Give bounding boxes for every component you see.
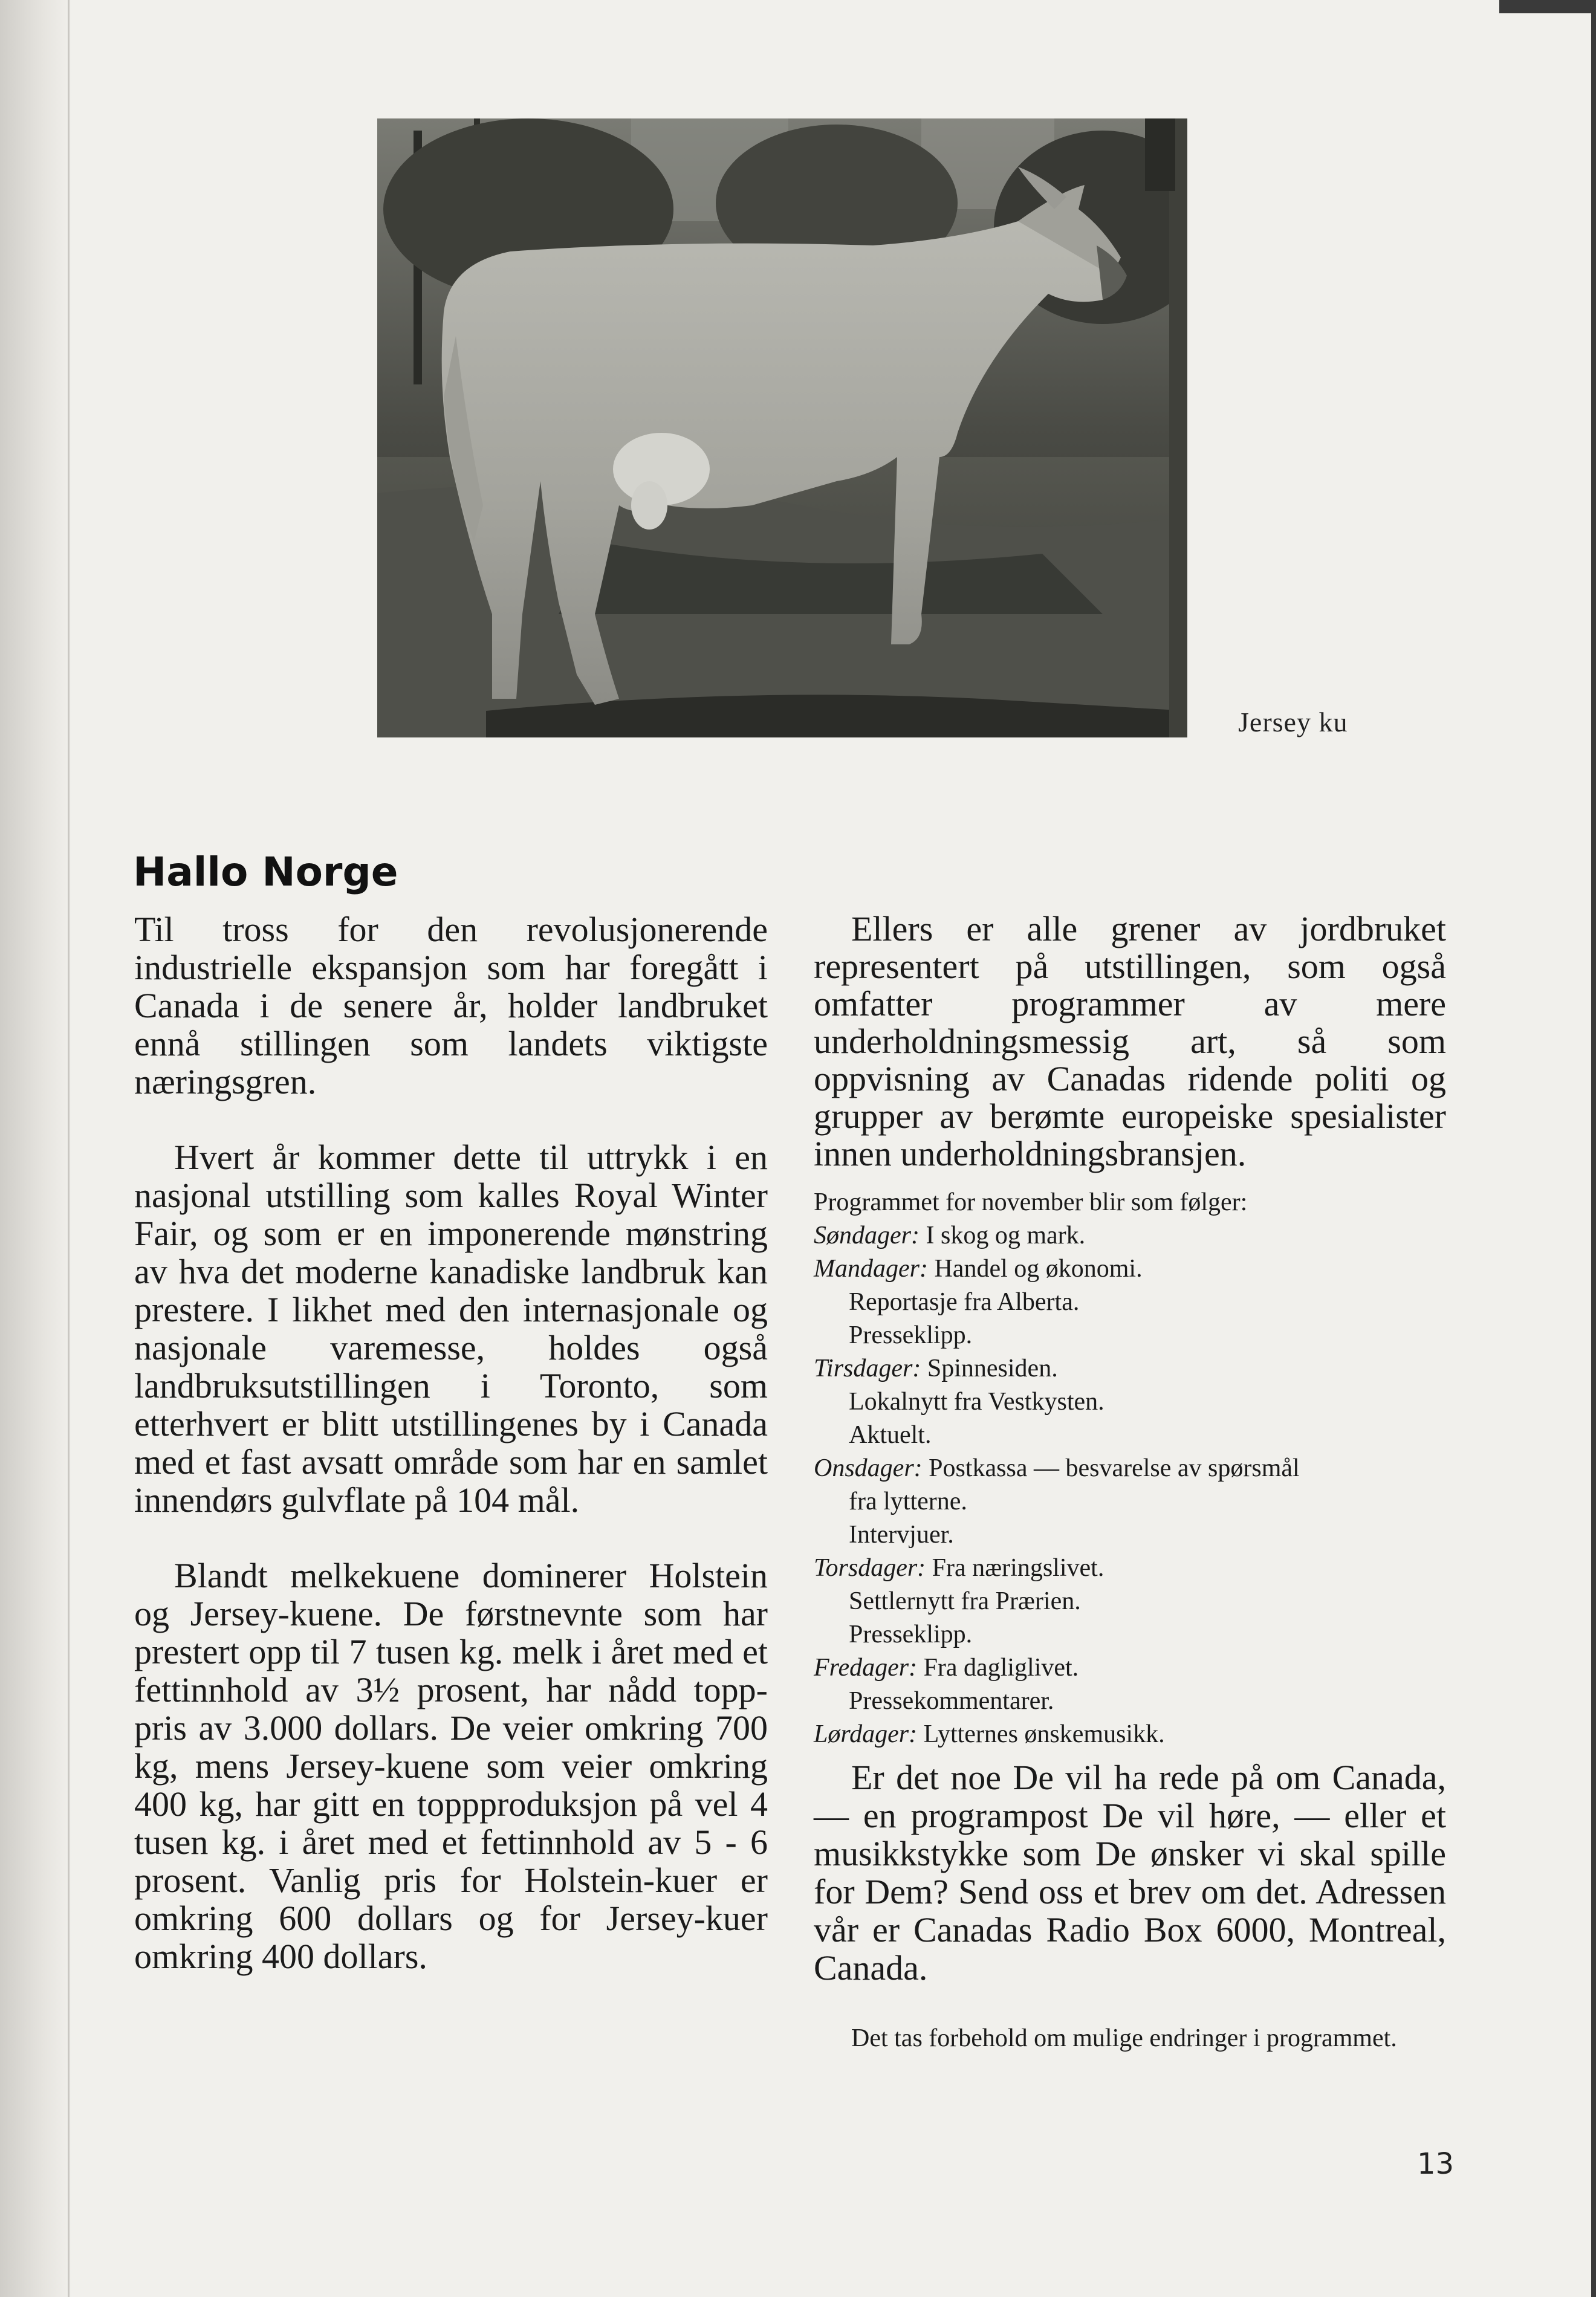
photo-caption: Jersey ku	[1238, 707, 1348, 737]
program-item: Postkassa — besvarelse av spørsmål	[929, 1454, 1300, 1482]
article-title: Hallo Norge	[133, 849, 398, 895]
paragraph-1: Til tross for den revolusjonerende industrielle ekspansjon som har foregått i Canada i de senere år, holder landbruket ennå stillingen som landets viktigste næringsgren.	[134, 910, 768, 1101]
program-item: Pressekommentarer.	[849, 1687, 1054, 1715]
paragraph-3: Blandt melkekuene dominerer Holstein og Jersey-kuene. De førstnevnte som har prestert opp til 7 tusen kg. melk i året med et fettinnhold av 3½ prosent, har nådd topp-pris av 3.000 dollars. De veier omkring 700 kg, mens Jersey-kuene som veier omkring 400 kg, har gitt en toppproduksjon på vel 4 tusen kg. i året med et fettinnhold av 5 - 6 prosent. Vanlig pris for Holstein-kuer er omkring 600 dollars og for Jersey-kuer omkring 400 dollars.	[134, 1556, 768, 1976]
program-item: Spinnesiden.	[927, 1355, 1058, 1382]
program-item: Presseklipp.	[849, 1321, 973, 1349]
day-label: Torsdager:	[814, 1554, 926, 1582]
program-item: Lytternes ønskemusikk.	[923, 1720, 1165, 1748]
left-column	[134, 910, 768, 1975]
program-item: Reportasje fra Alberta.	[849, 1288, 1080, 1316]
program-item: Handel og økonomi.	[934, 1255, 1143, 1283]
schedule-tuesday	[814, 1352, 1446, 1385]
schedule-thursday	[814, 1552, 1446, 1585]
schedule-friday	[814, 1651, 1446, 1685]
program-schedule	[814, 1186, 1446, 1751]
program-item: fra lytterne.	[849, 1488, 967, 1515]
jersey-cow-photo	[377, 118, 1187, 737]
paragraph-4: Ellers er alle grener av jordbruket representert på utstillingen, som også omfatter programmer av mere underholdningsmessig art, så som oppvisning av Canadas ridende politi og grupper av berømte europeiske spesialister innen underholdningsbransjen.	[814, 909, 1446, 1173]
schedule-saturday	[814, 1718, 1446, 1751]
paragraph-5: Er det noe De vil ha rede på om Canada, — en programpost De vil høre, — eller et musikkstykke som De ønsker vi skal spille for Dem? Send oss et brev om det. Adressen vår er Canadas Radio Box 6000, Montreal, Canada.	[814, 1758, 1446, 1988]
schedule-intro: Programmet for november blir som følger:	[814, 1188, 1248, 1216]
program-item: Fra dagliglivet.	[923, 1654, 1079, 1682]
day-label: Lørdager:	[814, 1720, 918, 1748]
page-edge	[1591, 0, 1596, 2297]
program-item: Lokalnytt fra Vestkysten.	[849, 1388, 1105, 1416]
day-label: Onsdager:	[814, 1454, 923, 1482]
paragraph-2: Hvert år kommer dette til uttrykk i en nasjonal utstilling som kalles Royal Winter Fair, og som er en imponerende mønstring av hva det moderne kanadiske landbruk kan prestere. I likhet med den internasjonale og nasjonale varemesse, holdes også landbruksutstillingen i Toronto, som etterhvert er blitt utstillingenes by i Canada med et fast avsatt område som har en samlet innendørs gulvflate på 104 mål.	[134, 1138, 768, 1520]
program-item: I skog og mark.	[926, 1222, 1086, 1249]
program-item: Aktuelt.	[849, 1421, 932, 1449]
binding-shadow	[0, 0, 73, 2297]
day-label: Fredager:	[814, 1654, 918, 1682]
day-label: Mandager:	[814, 1255, 928, 1283]
disclaimer: Det tas forbehold om mulige endringer i programmet.	[851, 2024, 1397, 2052]
schedule-sunday	[814, 1219, 1446, 1252]
right-column	[814, 910, 1446, 2080]
program-item: Intervjuer.	[849, 1521, 954, 1549]
day-label: Søndager:	[814, 1222, 920, 1249]
cow-illustration	[377, 118, 1187, 737]
program-item: Presseklipp.	[849, 1621, 973, 1648]
day-label: Tirsdager:	[814, 1355, 921, 1382]
schedule-wednesday	[814, 1452, 1446, 1485]
binding-crease	[68, 0, 70, 2297]
program-item: Fra næringslivet.	[932, 1554, 1105, 1582]
page-edge-top	[1499, 0, 1596, 13]
page-number: 13	[1417, 2147, 1455, 2181]
program-item: Settlernytt fra Prærien.	[849, 1587, 1081, 1615]
schedule-monday	[814, 1252, 1446, 1286]
